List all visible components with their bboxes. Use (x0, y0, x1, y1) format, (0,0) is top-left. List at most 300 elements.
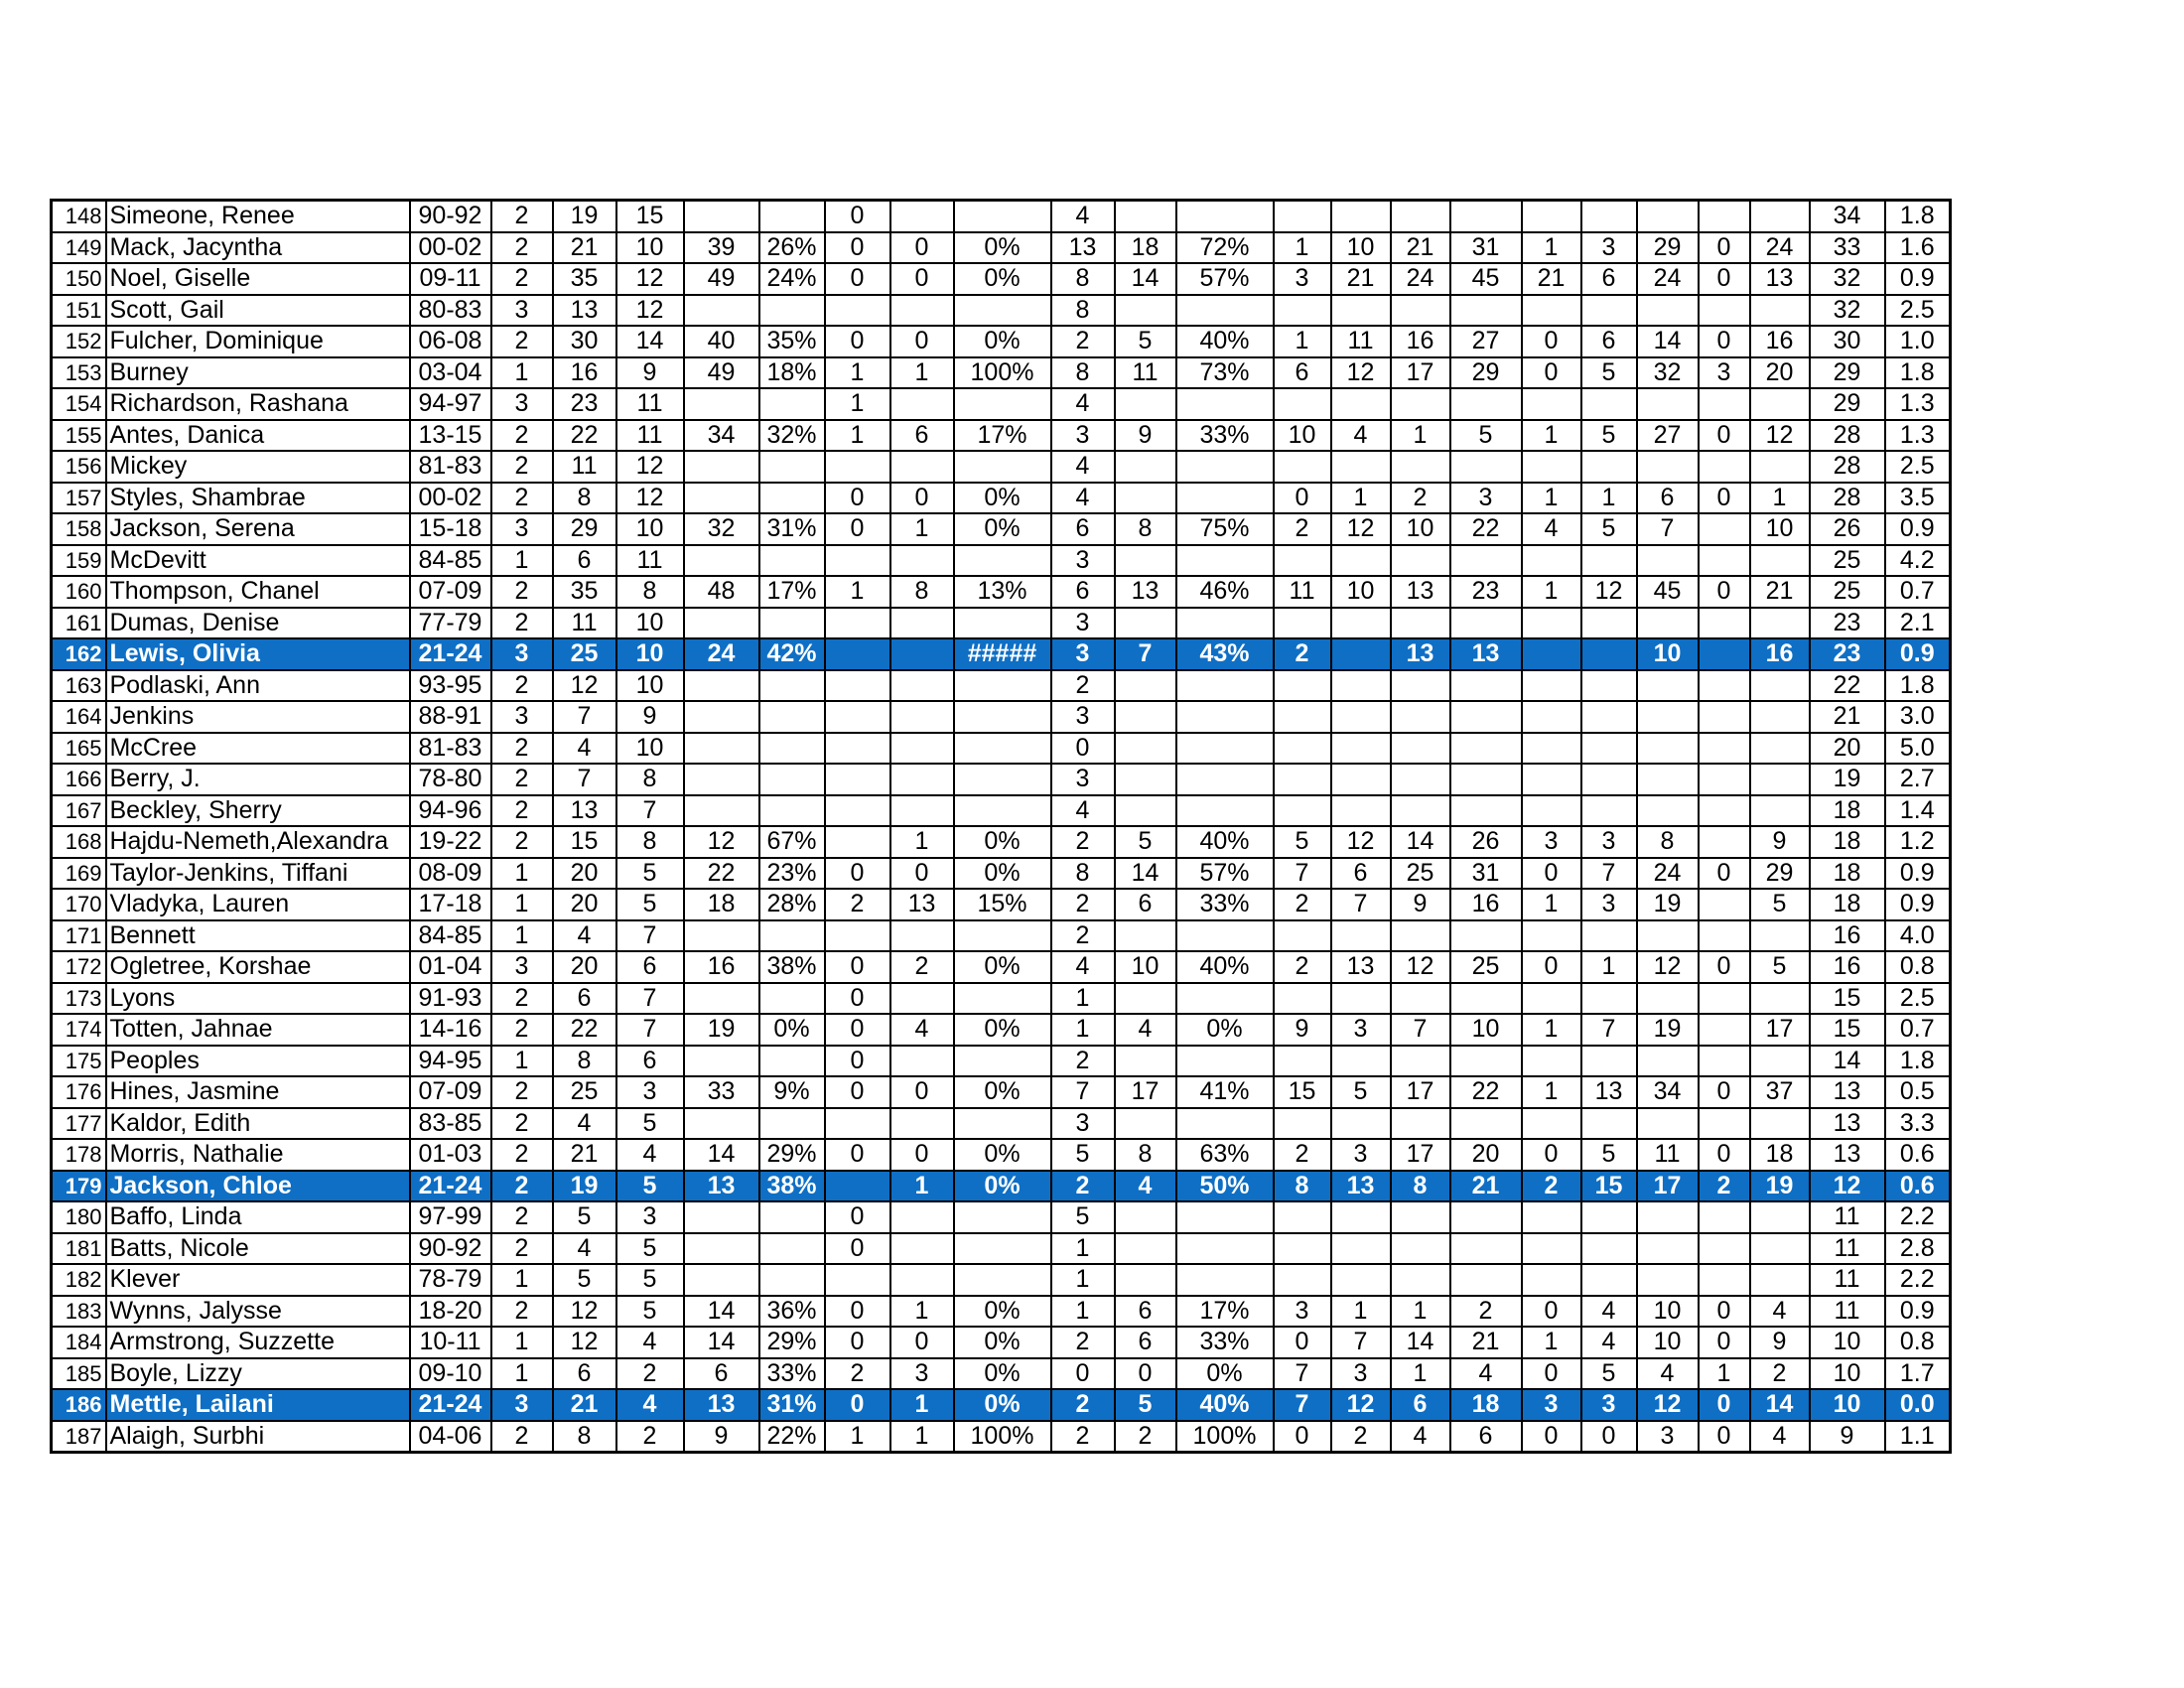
table-cell (1699, 1046, 1750, 1077)
seasons: 84-85 (410, 545, 491, 577)
table-cell: 50% (1176, 1171, 1274, 1202)
player-name: Berry, J. (106, 764, 410, 795)
table-cell: 7 (1331, 1327, 1391, 1358)
seasons: 00-02 (410, 483, 491, 514)
table-cell: 28 (1810, 483, 1885, 514)
table-cell: 0 (1051, 733, 1115, 765)
player-name: Baffo, Linda (106, 1201, 410, 1233)
table-cell: 3 (491, 513, 553, 545)
table-cell (890, 201, 954, 232)
table-cell: 5 (616, 1233, 684, 1265)
table-cell (1450, 920, 1522, 952)
row-number: 186 (52, 1389, 106, 1421)
seasons: 13-15 (410, 420, 491, 452)
table-cell: 2 (1115, 1421, 1176, 1453)
table-cell: 25 (1391, 858, 1450, 890)
seasons: 15-18 (410, 513, 491, 545)
table-cell (684, 295, 759, 327)
table-row (52, 295, 1951, 327)
table-cell: 6 (1581, 263, 1637, 295)
table-cell (1274, 388, 1331, 420)
table-cell (890, 1201, 954, 1233)
table-cell: 6 (553, 1358, 616, 1390)
table-cell: 13 (553, 295, 616, 327)
table-cell: 3 (1450, 483, 1522, 514)
table-row (52, 795, 1951, 827)
table-cell: 17 (1391, 1076, 1450, 1108)
row-number: 187 (52, 1421, 106, 1453)
table-cell (1750, 1108, 1810, 1140)
table-cell (825, 733, 890, 765)
table-cell: 5 (1581, 1358, 1637, 1390)
seasons: 93-95 (410, 670, 491, 702)
table-cell (1450, 1201, 1522, 1233)
table-cell (1176, 388, 1274, 420)
table-cell: 2 (825, 1358, 890, 1390)
table-cell (825, 295, 890, 327)
table-cell (1750, 1201, 1810, 1233)
table-cell: 31 (1450, 232, 1522, 264)
table-cell: 7 (1391, 1014, 1450, 1046)
table-cell: 18 (1450, 1389, 1522, 1421)
table-cell (1637, 1233, 1699, 1265)
table-cell: 0 (825, 232, 890, 264)
table-cell: 100% (1176, 1421, 1274, 1453)
table-cell (954, 764, 1051, 795)
table-cell: 32 (1637, 357, 1699, 389)
table-cell: 13 (1810, 1076, 1885, 1108)
table-cell: 57% (1176, 263, 1274, 295)
table-cell (1115, 983, 1176, 1015)
table-cell: 1.4 (1885, 795, 1951, 827)
table-cell: 11 (1810, 1201, 1885, 1233)
table-cell: 3.5 (1885, 483, 1951, 514)
table-cell: 3.3 (1885, 1108, 1951, 1140)
table-cell: 7 (1274, 858, 1331, 890)
table-cell: 2.5 (1885, 983, 1951, 1015)
table-row (52, 576, 1951, 608)
player-name: Fulcher, Dominique (106, 326, 410, 357)
table-cell: 4 (553, 1233, 616, 1265)
table-cell: 0 (1274, 1421, 1331, 1453)
table-cell (1581, 451, 1637, 483)
table-cell: 28% (759, 889, 825, 920)
table-cell: 5 (1051, 1139, 1115, 1171)
player-name: Jenkins (106, 701, 410, 733)
table-cell (759, 670, 825, 702)
table-cell (1637, 733, 1699, 765)
table-cell: 3 (1581, 889, 1637, 920)
table-cell: 21 (1810, 701, 1885, 733)
table-cell: 10 (1391, 513, 1450, 545)
table-cell: 9 (1115, 420, 1176, 452)
table-cell: 2 (491, 201, 553, 232)
table-cell: 1 (1522, 232, 1581, 264)
table-cell: 75% (1176, 513, 1274, 545)
player-name: Styles, Shambrae (106, 483, 410, 514)
table-row (52, 826, 1951, 858)
seasons: 90-92 (410, 201, 491, 232)
table-cell: 15 (553, 826, 616, 858)
table-row-highlighted (52, 638, 1951, 670)
table-cell: 6 (1274, 357, 1331, 389)
table-cell (1176, 1264, 1274, 1296)
player-name: McDevitt (106, 545, 410, 577)
table-cell: 3 (890, 1358, 954, 1390)
table-cell: 30 (1810, 326, 1885, 357)
table-cell (684, 608, 759, 639)
table-cell (1581, 920, 1637, 952)
table-cell (684, 701, 759, 733)
table-cell: 29 (1750, 858, 1810, 890)
table-cell (1581, 764, 1637, 795)
table-cell: 16 (1391, 326, 1450, 357)
table-cell: 19 (1750, 1171, 1810, 1202)
table-cell: 2 (491, 826, 553, 858)
table-cell (825, 1108, 890, 1140)
table-cell: 1 (491, 1327, 553, 1358)
table-cell: 3 (491, 701, 553, 733)
table-cell (1522, 451, 1581, 483)
table-cell (825, 764, 890, 795)
table-cell: 13 (1750, 263, 1810, 295)
table-cell: 3 (1581, 1389, 1637, 1421)
table-cell: 0 (1522, 357, 1581, 389)
table-cell: 11 (616, 388, 684, 420)
table-cell (1331, 451, 1391, 483)
table-cell: 3 (1051, 638, 1115, 670)
table-cell: 33 (1810, 232, 1885, 264)
table-row (52, 764, 1951, 795)
table-cell: 1.8 (1885, 1046, 1951, 1077)
table-cell: 17 (1391, 357, 1450, 389)
table-cell: 29% (759, 1327, 825, 1358)
table-cell: 2.2 (1885, 1264, 1951, 1296)
table-cell (1115, 545, 1176, 577)
table-cell: 1 (491, 1358, 553, 1390)
table-cell (1274, 701, 1331, 733)
table-cell: 1 (1750, 483, 1810, 514)
table-cell: 0% (954, 326, 1051, 357)
seasons: 94-95 (410, 1046, 491, 1077)
table-cell: 0.9 (1885, 858, 1951, 890)
table-cell: 14 (1391, 826, 1450, 858)
table-cell (1581, 1264, 1637, 1296)
table-cell (1699, 795, 1750, 827)
table-cell: 2 (491, 326, 553, 357)
table-cell (1176, 201, 1274, 232)
table-cell: 49 (684, 263, 759, 295)
table-cell: 8 (1051, 263, 1115, 295)
table-row (52, 1296, 1951, 1328)
table-cell (890, 1046, 954, 1077)
row-number: 153 (52, 357, 106, 389)
table-cell: 18 (1750, 1139, 1810, 1171)
table-cell (1522, 701, 1581, 733)
seasons: 21-24 (410, 1171, 491, 1202)
table-cell: 1 (890, 357, 954, 389)
table-cell (1450, 1108, 1522, 1140)
table-cell (1450, 1233, 1522, 1265)
table-cell (1391, 1264, 1450, 1296)
table-cell: 6 (1331, 858, 1391, 890)
table-cell: 0% (954, 513, 1051, 545)
table-cell: 15% (954, 889, 1051, 920)
table-cell: 5 (1581, 420, 1637, 452)
table-cell (1750, 1233, 1810, 1265)
table-cell (684, 983, 759, 1015)
table-cell (1750, 795, 1810, 827)
table-cell: 26 (1450, 826, 1522, 858)
table-cell: 32 (1810, 295, 1885, 327)
table-cell: 19 (553, 1171, 616, 1202)
row-number: 157 (52, 483, 106, 514)
table-cell (1176, 1201, 1274, 1233)
seasons: 10-11 (410, 1327, 491, 1358)
table-cell (825, 701, 890, 733)
player-name: Simeone, Renee (106, 201, 410, 232)
table-cell: 10 (616, 608, 684, 639)
table-cell: 6 (1581, 326, 1637, 357)
table-cell: 16 (1450, 889, 1522, 920)
table-cell (1699, 1108, 1750, 1140)
table-cell: 2 (491, 451, 553, 483)
table-cell: 10 (1331, 576, 1391, 608)
table-cell: 35 (553, 576, 616, 608)
player-name: Thompson, Chanel (106, 576, 410, 608)
table-cell: 13 (684, 1171, 759, 1202)
player-name: Lewis, Olivia (106, 638, 410, 670)
row-number: 150 (52, 263, 106, 295)
table-cell: 0 (1522, 858, 1581, 890)
table-cell: 21 (1331, 263, 1391, 295)
table-cell: 1.2 (1885, 826, 1951, 858)
table-cell: 43% (1176, 638, 1274, 670)
table-cell (1331, 764, 1391, 795)
player-name: Boyle, Lizzy (106, 1358, 410, 1390)
table-cell: 3 (491, 388, 553, 420)
table-cell: 0 (1115, 1358, 1176, 1390)
table-row (52, 1201, 1951, 1233)
table-cell (1274, 201, 1331, 232)
table-cell: 29 (1810, 357, 1885, 389)
table-cell (1699, 1264, 1750, 1296)
player-name: McCree (106, 733, 410, 765)
table-cell: 0% (759, 1014, 825, 1046)
table-cell: 0 (825, 1014, 890, 1046)
table-cell (954, 795, 1051, 827)
table-cell: 0 (1274, 483, 1331, 514)
table-cell (890, 608, 954, 639)
table-cell (1637, 983, 1699, 1015)
table-cell: 8 (553, 483, 616, 514)
table-cell (1176, 1233, 1274, 1265)
row-number: 180 (52, 1201, 106, 1233)
table-cell: 17% (759, 576, 825, 608)
table-cell (759, 920, 825, 952)
table-cell (759, 608, 825, 639)
table-cell: 12 (553, 1296, 616, 1328)
table-cell (1331, 701, 1391, 733)
table-cell: 1.1 (1885, 1421, 1951, 1453)
table-cell: 19 (1810, 764, 1885, 795)
table-cell (1115, 295, 1176, 327)
table-cell (1331, 670, 1391, 702)
table-cell: 16 (684, 951, 759, 983)
table-cell (1581, 733, 1637, 765)
table-cell: 5 (1581, 357, 1637, 389)
table-cell (825, 608, 890, 639)
table-cell (1274, 983, 1331, 1015)
table-cell (1115, 1233, 1176, 1265)
table-cell: 0% (954, 263, 1051, 295)
table-cell: 7 (1331, 889, 1391, 920)
table-cell: 8 (1115, 1139, 1176, 1171)
table-cell: 10 (1274, 420, 1331, 452)
table-cell (1391, 670, 1450, 702)
stats-table-body (52, 201, 1951, 1453)
table-cell: 2 (1274, 513, 1331, 545)
table-cell: 23% (759, 858, 825, 890)
table-cell: 10 (616, 513, 684, 545)
table-cell: 32 (684, 513, 759, 545)
seasons: 91-93 (410, 983, 491, 1015)
table-cell: 13 (1331, 1171, 1391, 1202)
table-cell: 5 (1274, 826, 1331, 858)
row-number: 162 (52, 638, 106, 670)
table-cell: 2 (1051, 826, 1115, 858)
table-cell (1581, 701, 1637, 733)
table-cell: 35% (759, 326, 825, 357)
table-cell: 67% (759, 826, 825, 858)
seasons: 21-24 (410, 1389, 491, 1421)
table-row (52, 1327, 1951, 1358)
table-cell (1331, 1233, 1391, 1265)
table-cell: 7 (1637, 513, 1699, 545)
row-number: 168 (52, 826, 106, 858)
table-cell (1522, 795, 1581, 827)
table-cell (1331, 795, 1391, 827)
table-cell: 0 (1699, 420, 1750, 452)
table-cell: 49 (684, 357, 759, 389)
table-cell (1699, 608, 1750, 639)
table-row (52, 326, 1951, 357)
row-number: 177 (52, 1108, 106, 1140)
table-cell (1637, 608, 1699, 639)
table-cell (684, 733, 759, 765)
player-name: Peoples (106, 1046, 410, 1077)
table-cell: 6 (684, 1358, 759, 1390)
table-cell: 33% (1176, 889, 1274, 920)
table-cell: 4 (553, 1108, 616, 1140)
table-cell: 1.3 (1885, 388, 1951, 420)
table-cell: 0 (890, 232, 954, 264)
table-cell: 24 (684, 638, 759, 670)
table-cell: 28 (1810, 420, 1885, 452)
table-cell (684, 920, 759, 952)
table-cell: 1.6 (1885, 232, 1951, 264)
player-name: Kaldor, Edith (106, 1108, 410, 1140)
table-cell (1699, 733, 1750, 765)
table-cell: 10 (1810, 1358, 1885, 1390)
table-row (52, 920, 1951, 952)
table-row (52, 951, 1951, 983)
table-cell (759, 733, 825, 765)
table-cell: 18 (1115, 232, 1176, 264)
table-cell (1274, 795, 1331, 827)
table-cell (1274, 451, 1331, 483)
table-cell: 10 (1450, 1014, 1522, 1046)
table-row (52, 451, 1951, 483)
table-cell: 4 (1051, 201, 1115, 232)
table-cell (1176, 733, 1274, 765)
table-cell: 19 (684, 1014, 759, 1046)
table-cell: 0 (825, 1389, 890, 1421)
table-cell: 4 (616, 1389, 684, 1421)
table-cell: 9 (1810, 1421, 1885, 1453)
table-cell: 1 (491, 1046, 553, 1077)
table-cell: 5 (616, 858, 684, 890)
table-row (52, 483, 1951, 514)
table-cell (1637, 701, 1699, 733)
table-cell: 4 (1051, 388, 1115, 420)
table-cell (954, 733, 1051, 765)
table-cell: 13 (1115, 576, 1176, 608)
table-row (52, 545, 1951, 577)
table-cell (954, 201, 1051, 232)
table-cell: 32 (1810, 263, 1885, 295)
table-cell: 24 (1637, 858, 1699, 890)
table-cell: 0% (954, 232, 1051, 264)
table-cell: 1 (1051, 983, 1115, 1015)
table-cell: 100% (954, 1421, 1051, 1453)
player-name: Dumas, Denise (106, 608, 410, 639)
table-cell (1637, 545, 1699, 577)
table-cell: 2 (1051, 1046, 1115, 1077)
table-cell: 3 (1581, 826, 1637, 858)
table-cell (759, 483, 825, 514)
row-number: 149 (52, 232, 106, 264)
table-row (52, 889, 1951, 920)
table-cell (1750, 451, 1810, 483)
row-number: 171 (52, 920, 106, 952)
table-cell: 1 (890, 1389, 954, 1421)
table-cell (1699, 1014, 1750, 1046)
table-cell (1750, 388, 1810, 420)
table-cell: 2 (491, 1421, 553, 1453)
table-cell: 11 (1810, 1264, 1885, 1296)
seasons: 09-11 (410, 263, 491, 295)
row-number: 166 (52, 764, 106, 795)
table-cell: 19 (1637, 889, 1699, 920)
table-cell: 20 (1750, 357, 1810, 389)
table-cell: 0% (954, 1014, 1051, 1046)
table-cell: 2.2 (1885, 1201, 1951, 1233)
table-cell (1176, 764, 1274, 795)
table-cell: 0% (954, 1389, 1051, 1421)
table-cell: 0 (890, 858, 954, 890)
table-cell: 24 (1391, 263, 1450, 295)
row-number: 184 (52, 1327, 106, 1358)
table-cell: 4 (1331, 420, 1391, 452)
table-cell: 4 (1391, 1421, 1450, 1453)
table-cell: 8 (553, 1421, 616, 1453)
player-name: Batts, Nicole (106, 1233, 410, 1265)
table-cell: 20 (553, 889, 616, 920)
table-cell: 73% (1176, 357, 1274, 389)
table-cell: 23 (1810, 608, 1885, 639)
table-cell: 5 (1115, 326, 1176, 357)
